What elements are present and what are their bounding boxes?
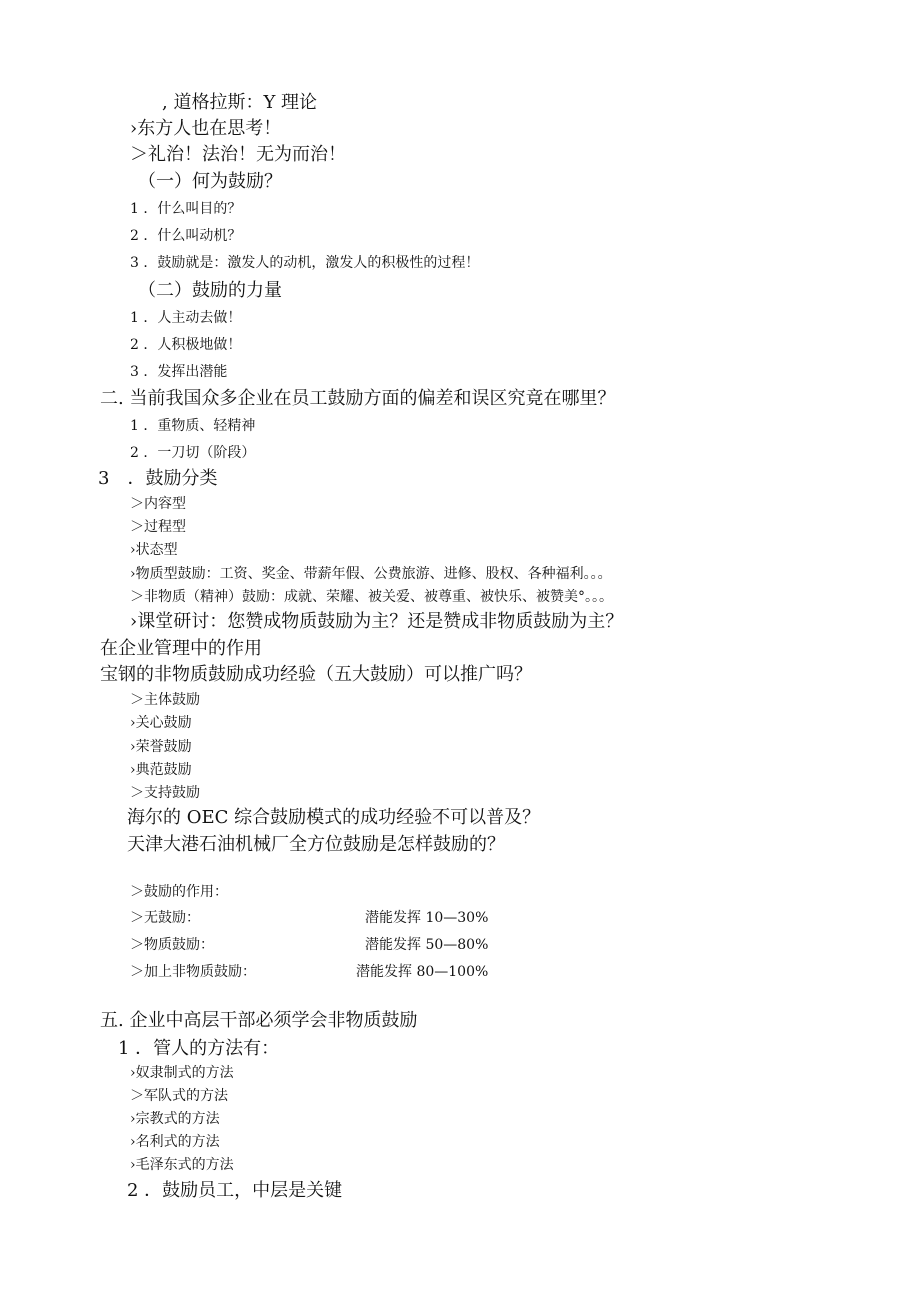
- list-item: ›名利式的方法: [130, 1134, 220, 1150]
- text-line: 在企业管理中的作用: [100, 638, 262, 659]
- list-item: ›典范鼓励: [130, 762, 192, 778]
- list-item: 2 ．人积极地做！: [130, 337, 242, 353]
- list-item: ›状态型: [130, 542, 178, 558]
- list-item: ›关心鼓励: [130, 715, 192, 731]
- list-item: ＞内容型: [130, 496, 186, 512]
- list-item: ＞支持鼓励: [130, 785, 200, 801]
- list-item: 1 ．什么叫目的？: [130, 201, 242, 217]
- section-heading: 3 ．鼓励分类: [98, 468, 218, 489]
- text-line: ＞礼治！法治！无为而治！: [130, 144, 346, 165]
- list-item: ＞鼓励的作用：: [130, 884, 228, 900]
- text-line: 海尔的 OEC 综合鼓励模式的成功经验不可以普及？: [127, 807, 541, 828]
- text-line: 天津大港石油机械厂全方位鼓励是怎样鼓励的？: [127, 834, 505, 855]
- list-item: ›宗教式的方法: [130, 1111, 220, 1127]
- list-item: 2 ．一刀切（阶段）: [130, 445, 256, 461]
- section-heading: （二）鼓励的力量: [138, 280, 282, 301]
- potential-value-material: 潜能发挥 50—80%: [365, 937, 489, 953]
- list-item: 1 ．重物质、轻精神: [130, 418, 256, 434]
- list-item: ＞非物质（精神）鼓励：成就、荣耀、被关爱、被尊重、被快乐、被赞美°。。。: [130, 589, 613, 605]
- chapter-heading: 二. 当前我国众多企业在员工鼓励方面的偏差和误区究竟在哪里？: [100, 388, 616, 409]
- potential-value-none: 潜能发挥 10—30%: [365, 910, 489, 926]
- list-item: ＞军队式的方法: [130, 1088, 228, 1104]
- text-line: ›课堂研讨：您赞成物质鼓励为主？还是赞成非物质鼓励为主？: [130, 611, 624, 632]
- list-item: ＞物质鼓励：: [130, 937, 214, 953]
- list-item: ›奴隶制式的方法: [130, 1065, 234, 1081]
- text-line: , 道格拉斯：Y 理论: [162, 92, 318, 113]
- list-item: ›荣誉鼓励: [130, 739, 192, 755]
- list-item: ›物质型鼓励：工资、奖金、带薪年假、公费旅游、进修、股权、各种福利。。。: [130, 566, 612, 582]
- list-item: 3 ．鼓励就是：激发人的动机，激发人的积极性的过程！: [130, 255, 480, 271]
- list-item: ＞加上非物质鼓励：: [130, 964, 256, 980]
- list-item: 1 ．人主动去做！: [130, 310, 242, 326]
- list-item: ›毛泽东式的方法: [130, 1157, 234, 1173]
- text-line: ›东方人也在思考！: [130, 118, 282, 139]
- section-heading: （一）何为鼓励？: [138, 171, 282, 192]
- list-item: ＞主体鼓励: [130, 692, 200, 708]
- list-item: 2 ．什么叫动机？: [130, 228, 242, 244]
- section-heading: 1 ．管人的方法有：: [118, 1038, 280, 1059]
- section-heading: 2 ．鼓励员工，中层是关键: [127, 1180, 343, 1201]
- list-item: ＞无鼓励：: [130, 910, 200, 926]
- list-item: ＞过程型: [130, 519, 186, 535]
- text-line: 宝钢的非物质鼓励成功经验（五大鼓励）可以推广吗？: [100, 664, 532, 685]
- chapter-heading: 五. 企业中高层干部必须学会非物质鼓励: [100, 1010, 418, 1031]
- list-item: 3 ．发挥出潜能: [130, 364, 228, 380]
- potential-value-combined: 潜能发挥 80—100%: [356, 964, 489, 980]
